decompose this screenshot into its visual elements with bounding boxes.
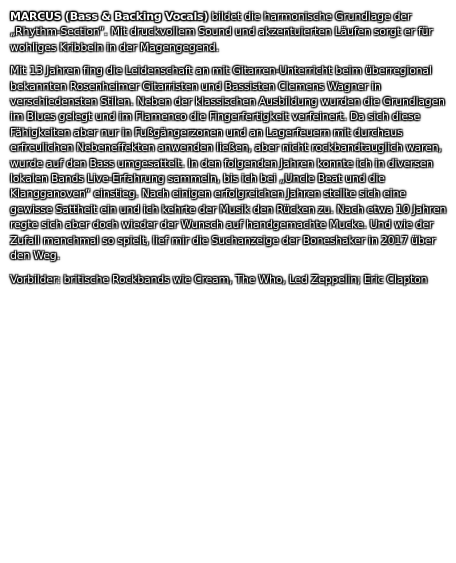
influences-paragraph: Vorbilder: britische Rockbands wie Cream, The Who, Led Zeppelin; Eric Clapton <box>10 272 428 286</box>
intro-text: bildet die harmonische Grundlage der „Rhythm-Section“. Mit druckvollem Sound und akzentuierten Läufen sorgt er für wohliges Kribbeln in der Magengegend. <box>10 10 433 54</box>
member-name-role: MARCUS (Bass & Backing Vocals) <box>10 10 209 23</box>
bio-text-block <box>10 9 448 295</box>
intro-paragraph <box>10 9 448 55</box>
history-paragraph: Mit 13 Jahren fing die Leidenschaft an mit Gitarren-Unterricht beim überregional bekannten Rosenheimer Gitarristen und Bassisten Clemens Wagner in verschiedensten Stilen. Neben der klassischen Ausbildung wurden die Grundlagen im Blues gelegt und im Flamenco die Fingerfertigkeit verfeinert. Da sich diese Fähigkeiten aber nur in Fußgängerzonen und an Lagerfeuern mit durchaus erfreulichen Nebeneffekten anwenden ließen, aber nicht rockbandtauglich waren, wurde auf den Bass umgesattelt. In den folgenden Jahren konnte ich in diversen lokalen Bands Live-Erfahrung sammeln, bis ich bei „Uncle Beat und die Klangganoven“ einstieg. Nach einigen erfolgreichen Jahren stellte sich eine gewisse Sattheit ein und ich kehrte der Musik den Rücken zu. Nach etwa 10 Jahren regte sich aber doch wieder der Wunsch auf handgemachte Mucke. Und wie der Zufall manchmal so spielt, lief mir die Suchanzeige der Boneshaker in 2017 über den Weg. <box>10 64 447 263</box>
